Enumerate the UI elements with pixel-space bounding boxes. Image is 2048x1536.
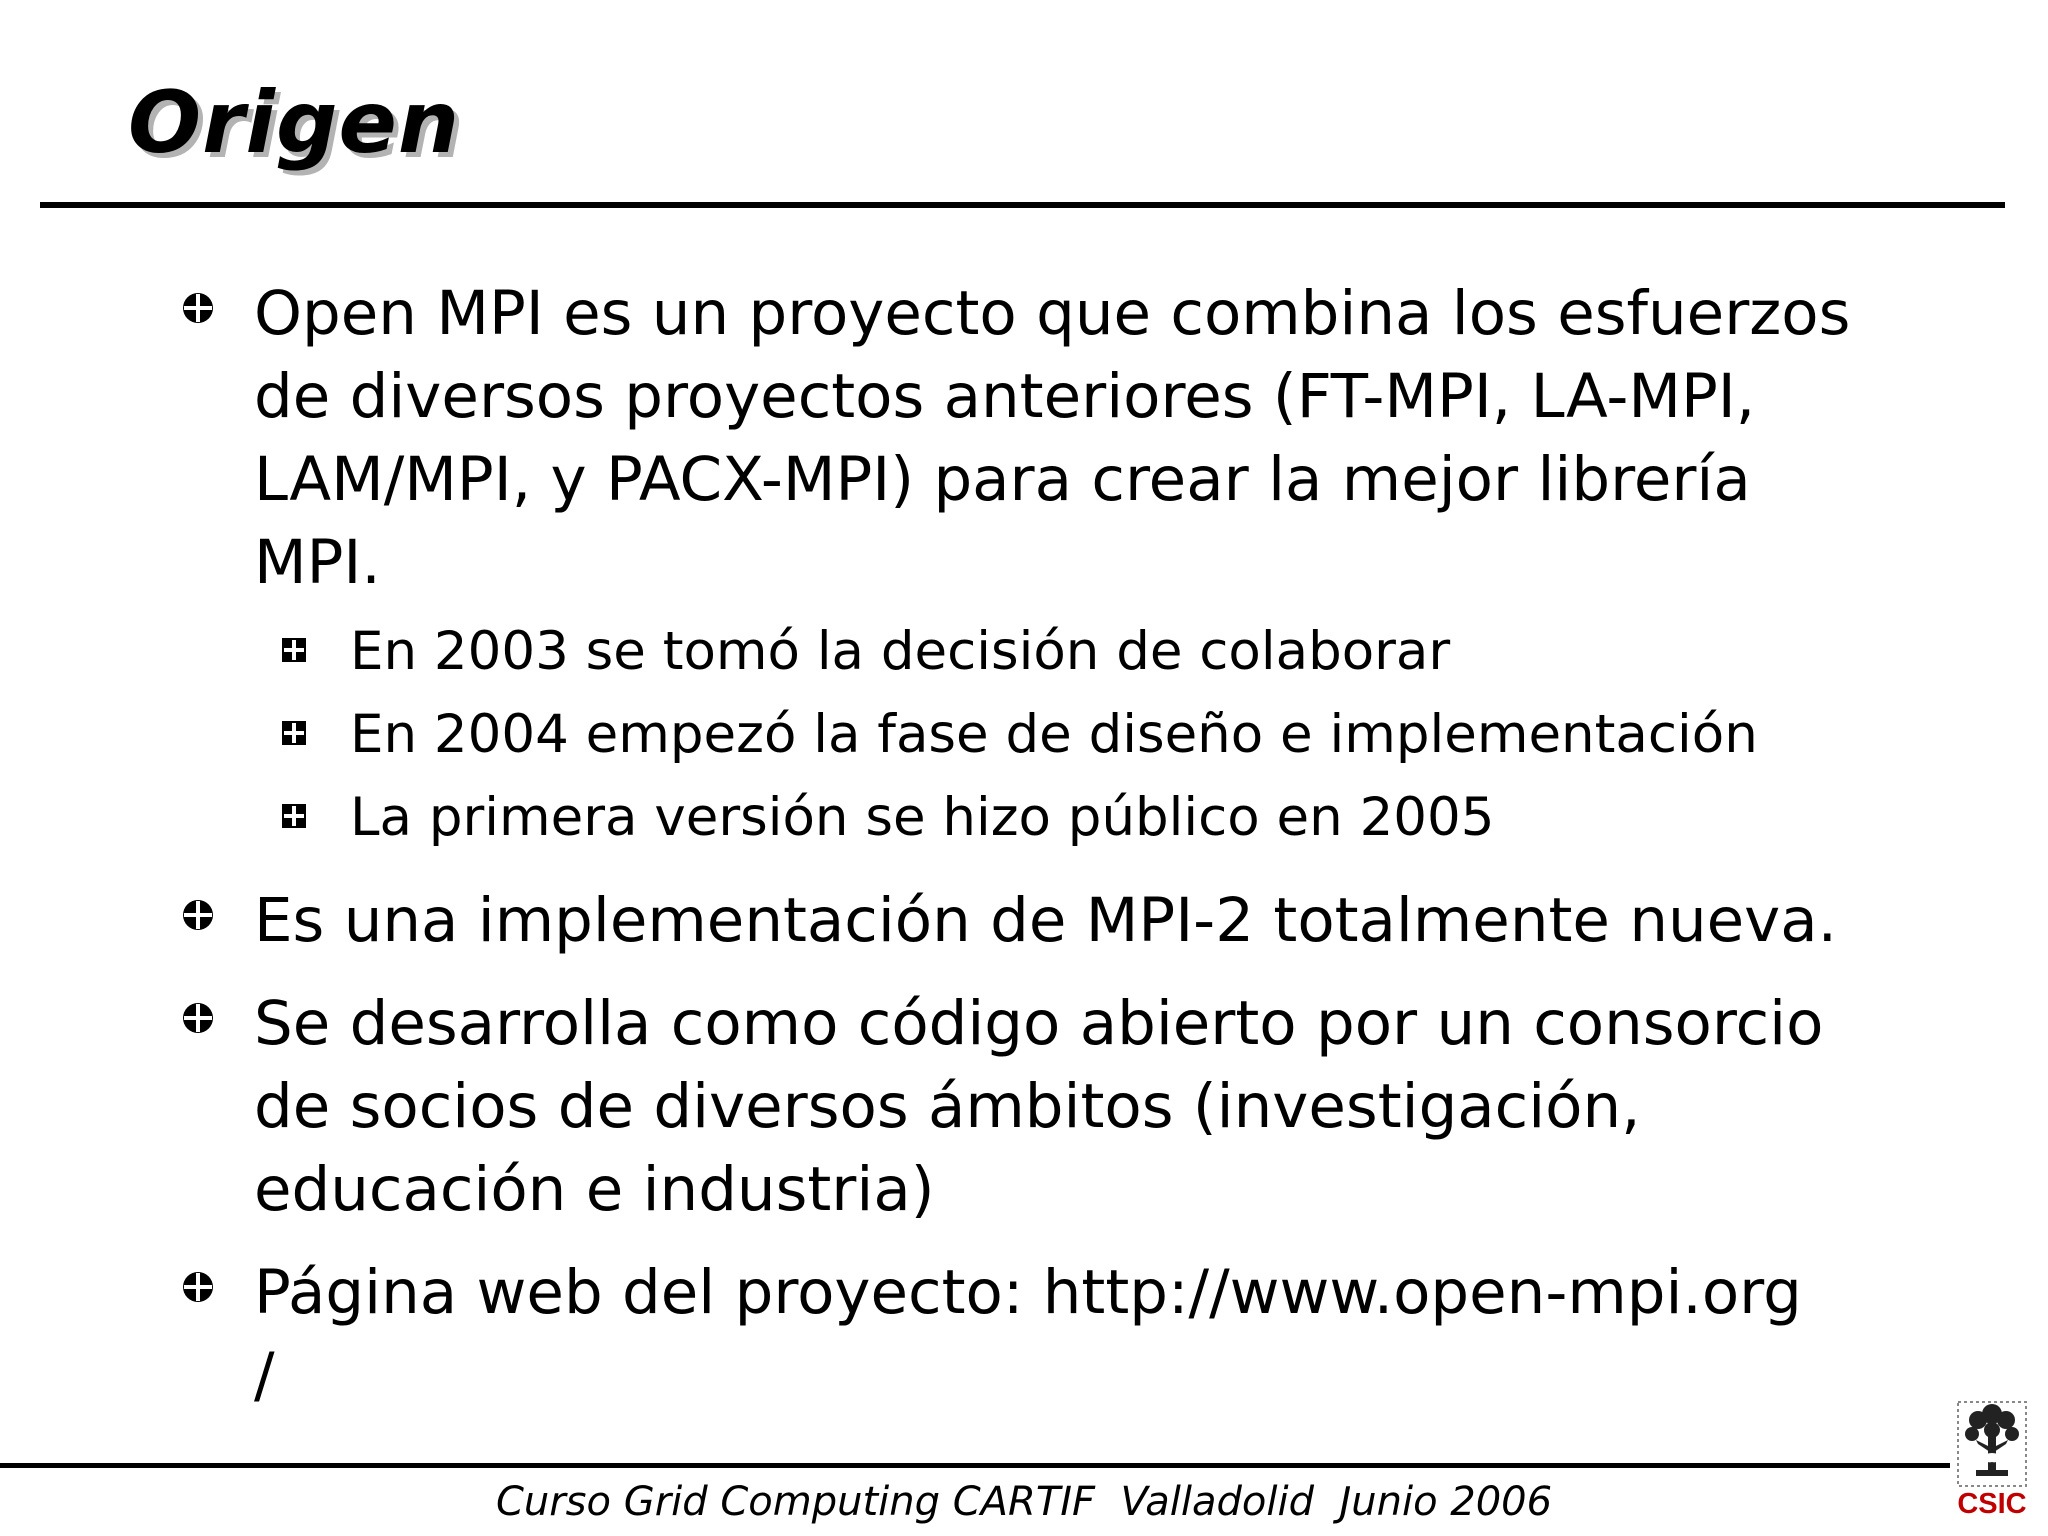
sub-bullet-square-icon xyxy=(282,721,306,745)
sub-list-item xyxy=(274,776,1938,859)
slide-title: Origen xyxy=(128,73,461,173)
sub-item-text: La primera versión se hizo público en 2005 xyxy=(350,787,1495,848)
sub-item-text: En 2003 se tomó la decisión de colaborar xyxy=(350,621,1451,682)
bullet-item xyxy=(178,879,1938,962)
bullet-item xyxy=(178,1251,1938,1417)
footer-divider xyxy=(0,1463,1950,1468)
sub-bullet-square-icon xyxy=(282,804,306,828)
bullet-text: Open MPI es un proyecto que combina los esfuerzos de diversos proyectos anteriores (FT-MPI, LA-MPI, LAM/MPI, y PACX-MPI) para crear la mejor librería MPI. xyxy=(254,278,1851,598)
bullet-item xyxy=(178,982,1938,1231)
sub-bullet-square-icon xyxy=(282,638,306,662)
sub-list xyxy=(254,610,1938,859)
sub-list-item xyxy=(274,610,1938,693)
footer-text: Curso Grid Computing CARTIF Valladolid Junio 2006 xyxy=(495,1479,1553,1525)
bullet-dot-icon xyxy=(182,1271,214,1303)
slide-content xyxy=(178,272,1938,1417)
bullet-item xyxy=(178,272,1938,859)
csic-logo-text: CSIC xyxy=(1957,1488,2027,1520)
bullet-dot-icon xyxy=(182,899,214,931)
bullet-text: Es una implementación de MPI-2 totalmente nueva. xyxy=(254,885,1838,956)
sub-item-text: En 2004 empezó la fase de diseño e implementación xyxy=(350,704,1758,765)
title-divider xyxy=(40,202,2005,208)
bullet-text-link: Página web del proyecto: http://www.open-mpi.org / xyxy=(254,1257,1802,1411)
csic-logo xyxy=(1952,1398,2032,1526)
bullet-text: Se desarrolla como código abierto por un consorcio de socios de diversos ámbitos (investigación, educación e industria) xyxy=(254,988,1824,1225)
bullet-dot-icon xyxy=(182,292,214,324)
bullet-dot-icon xyxy=(182,1002,214,1034)
csic-tree-emblem-icon xyxy=(1952,1398,2032,1490)
sub-list-item xyxy=(274,693,1938,776)
